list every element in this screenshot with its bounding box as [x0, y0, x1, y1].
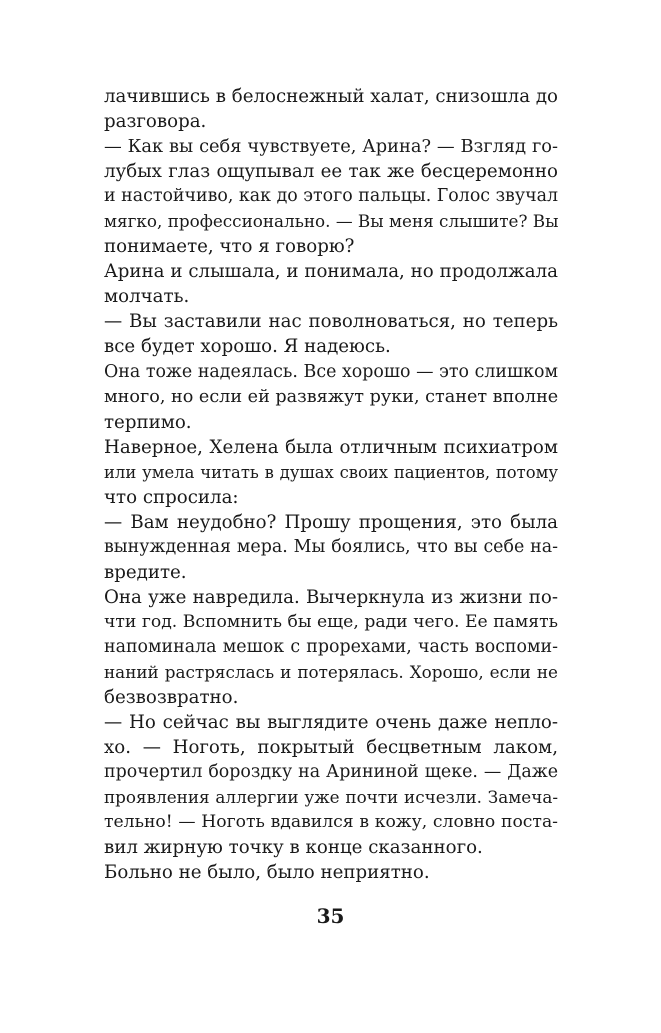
text-line: — Вы заставили нас поволноваться, но теперь	[104, 311, 558, 333]
text-line: наний растряслась и потерялась. Хорошо, если не	[104, 662, 558, 683]
text-line: хо. — Ноготь, покрытый бесцветным лаком,	[104, 737, 558, 759]
text-line: Наверное, Хелена была отличным психиатром	[104, 436, 558, 458]
text-line: — Вам неудобно? Прошу прощения, это была	[104, 511, 558, 533]
text-line: чти год. Вспомнить бы еще, ради чего. Ее память	[104, 611, 558, 632]
text-line: безвозвратно.	[104, 687, 239, 709]
text-line: понимаете, что я говорю?	[104, 236, 355, 258]
text-line: молчать.	[104, 286, 190, 308]
text-line: тельно! — Ноготь вдавился в кожу, словно поста-	[104, 812, 558, 833]
text-line: много, но если ей развяжут руки, станет вполне	[104, 386, 559, 407]
text-line: что спросила:	[104, 486, 239, 508]
text-line: или умела читать в душах своих пациентов, потому	[104, 462, 558, 482]
text-line: проявления аллергии уже почти исчезли. Замеча-	[104, 787, 558, 808]
text-line: прочертил бороздку на Арининой щеке. — Даже	[104, 762, 558, 783]
text-line: вынужденная мера. Мы боялись, что вы себе на-	[104, 536, 558, 557]
text-line: напоминала мешок с прорехами, часть воспоми-	[104, 637, 558, 658]
body-text	[104, 84, 558, 886]
text-line: лубых глаз ощупывал ее так же бесцеремонно	[104, 161, 558, 183]
text-line: Она тоже надеялась. Все хорошо — это слишком	[104, 361, 558, 382]
text-line: мягко, профессионально. — Вы меня слышите? Вы	[104, 211, 559, 232]
page-number: 35	[316, 904, 345, 928]
text-line: разговора.	[104, 111, 207, 133]
text-line: лачившись в белоснежный халат, снизошла до	[104, 86, 558, 107]
text-line: Арина и слышала, и понимала, но продолжала	[104, 261, 558, 283]
text-line: вредите.	[104, 561, 187, 583]
text-line: вил жирную точку в конце сказанного.	[104, 837, 483, 859]
text-line: и настойчиво, как до этого пальцы. Голос звучал	[104, 186, 558, 207]
text-line: терпимо.	[104, 411, 192, 433]
text-line: все будет хорошо. Я надеюсь.	[104, 336, 391, 358]
text-line: — Как вы себя чувствуете, Арина? — Взгляд го-	[104, 136, 558, 158]
text-line: — Но сейчас вы выглядите очень даже непло-	[104, 712, 558, 734]
text-line: Больно не было, было неприятно.	[104, 862, 430, 884]
text-line: Она уже навредила. Вычеркнула из жизни по-	[104, 586, 558, 608]
